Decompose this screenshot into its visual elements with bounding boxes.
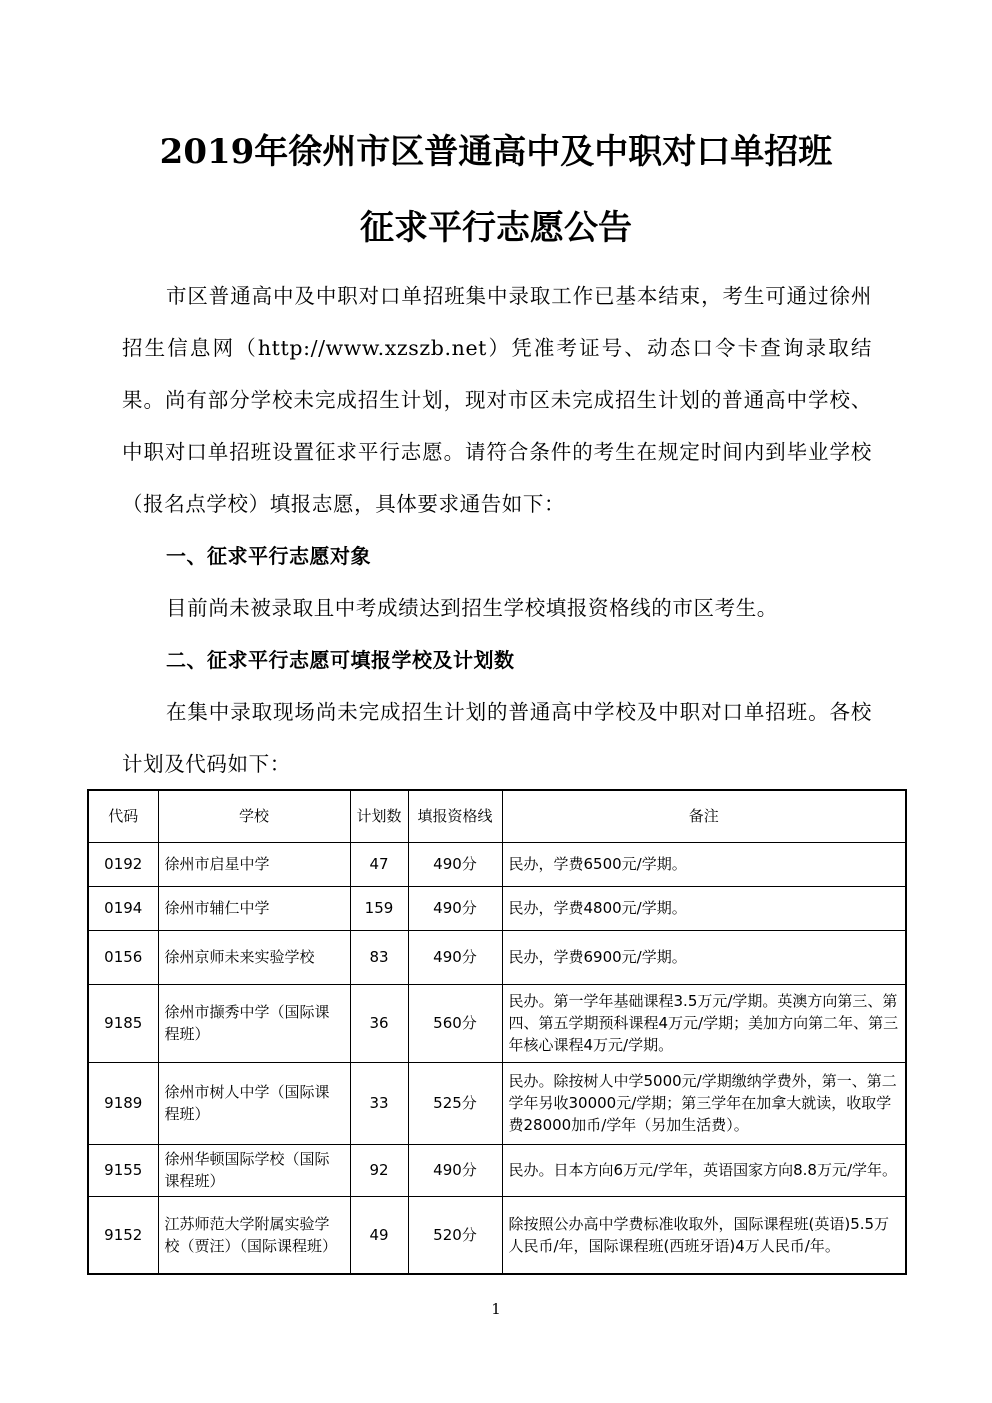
cell-note: 民办。日本方向6万元/学年，英语国家方向8.8万元/学年。 bbox=[502, 1144, 906, 1196]
table-row bbox=[88, 930, 906, 984]
cell-plan: 159 bbox=[350, 886, 408, 930]
header-note: 备注 bbox=[502, 790, 906, 842]
cell-plan: 36 bbox=[350, 984, 408, 1062]
cell-line: 490分 bbox=[408, 930, 502, 984]
cell-code: 9189 bbox=[88, 1062, 158, 1144]
page-number: 1 bbox=[491, 1300, 501, 1318]
section2-heading: 二、征求平行志愿可填报学校及计划数 bbox=[166, 648, 515, 672]
cell-school: 徐州市辅仁中学 bbox=[158, 886, 350, 930]
cell-note: 民办，学费6500元/学期。 bbox=[502, 842, 906, 886]
cell-note: 民办。除按树人中学5000元/学期缴纳学费外，第一、第二学年另收30000元/学期；第三学年在加拿大就读，收取学费28000加币/学年（另加生活费）。 bbox=[502, 1062, 906, 1144]
table-row bbox=[88, 984, 906, 1062]
table-header-row bbox=[88, 790, 906, 842]
cell-line: 525分 bbox=[408, 1062, 502, 1144]
cell-plan: 33 bbox=[350, 1062, 408, 1144]
section2-text: 在集中录取现场尚未完成招生计划的普通高中学校及中职对口单招班。各校计划及代码如下： bbox=[122, 700, 872, 776]
plan-table bbox=[87, 789, 907, 1275]
cell-code: 9185 bbox=[88, 984, 158, 1062]
cell-code: 0156 bbox=[88, 930, 158, 984]
cell-school: 徐州市树人中学（国际课程班） bbox=[158, 1062, 350, 1144]
document-title-line2: 征求平行志愿公告 bbox=[360, 208, 632, 248]
cell-note: 民办，学费4800元/学期。 bbox=[502, 886, 906, 930]
cell-plan: 47 bbox=[350, 842, 408, 886]
header-code: 代码 bbox=[88, 790, 158, 842]
table-row bbox=[88, 1144, 906, 1196]
cell-line: 520分 bbox=[408, 1196, 502, 1274]
table-row bbox=[88, 842, 906, 886]
cell-note: 除按照公办高中学费标准收取外，国际课程班(英语)5.5万人民币/年，国际课程班(西班牙语)4万人民币/年。 bbox=[502, 1196, 906, 1274]
table-row bbox=[88, 886, 906, 930]
cell-note: 民办，学费6900元/学期。 bbox=[502, 930, 906, 984]
header-school: 学校 bbox=[158, 790, 350, 842]
section1-text: 目前尚未被录取且中考成绩达到招生学校填报资格线的市区考生。 bbox=[166, 596, 778, 620]
table-row bbox=[88, 1196, 906, 1274]
cell-line: 490分 bbox=[408, 886, 502, 930]
header-line: 填报资格线 bbox=[408, 790, 502, 842]
cell-plan: 49 bbox=[350, 1196, 408, 1274]
cell-code: 9152 bbox=[88, 1196, 158, 1274]
document-title-line1: 2019年徐州市区普通高中及中职对口单招班 bbox=[159, 132, 833, 172]
cell-school: 江苏师范大学附属实验学校（贾汪）（国际课程班） bbox=[158, 1196, 350, 1274]
cell-code: 0194 bbox=[88, 886, 158, 930]
cell-note: 民办。第一学年基础课程3.5万元/学期。英澳方向第三、第四、第五学期预科课程4万元/学期；美加方向第二年、第三年核心课程4万元/学期。 bbox=[502, 984, 906, 1062]
cell-school: 徐州市撷秀中学（国际课程班） bbox=[158, 984, 350, 1062]
cell-school: 徐州华顿国际学校（国际课程班） bbox=[158, 1144, 350, 1196]
cell-line: 560分 bbox=[408, 984, 502, 1062]
cell-plan: 83 bbox=[350, 930, 408, 984]
header-plan: 计划数 bbox=[350, 790, 408, 842]
cell-code: 9155 bbox=[88, 1144, 158, 1196]
cell-line: 490分 bbox=[408, 842, 502, 886]
cell-school: 徐州京师未来实验学校 bbox=[158, 930, 350, 984]
intro-paragraph: 市区普通高中及中职对口单招班集中录取工作已基本结束，考生可通过徐州招生信息网（http://www.xzszb.net）凭准考证号、动态口令卡查询录取结果。尚有部分学校未完成招生计划，现对市区未完成招生计划的普通高中学校、中职对口单招班设置征求平行志愿。请符合条件的考生在规定时间内到毕业学校（报名点学校）填报志愿，具体要求通告如下： bbox=[122, 284, 872, 516]
cell-line: 490分 bbox=[408, 1144, 502, 1196]
cell-code: 0192 bbox=[88, 842, 158, 886]
cell-school: 徐州市启星中学 bbox=[158, 842, 350, 886]
table-row bbox=[88, 1062, 906, 1144]
cell-plan: 92 bbox=[350, 1144, 408, 1196]
section1-heading: 一、征求平行志愿对象 bbox=[166, 544, 371, 568]
